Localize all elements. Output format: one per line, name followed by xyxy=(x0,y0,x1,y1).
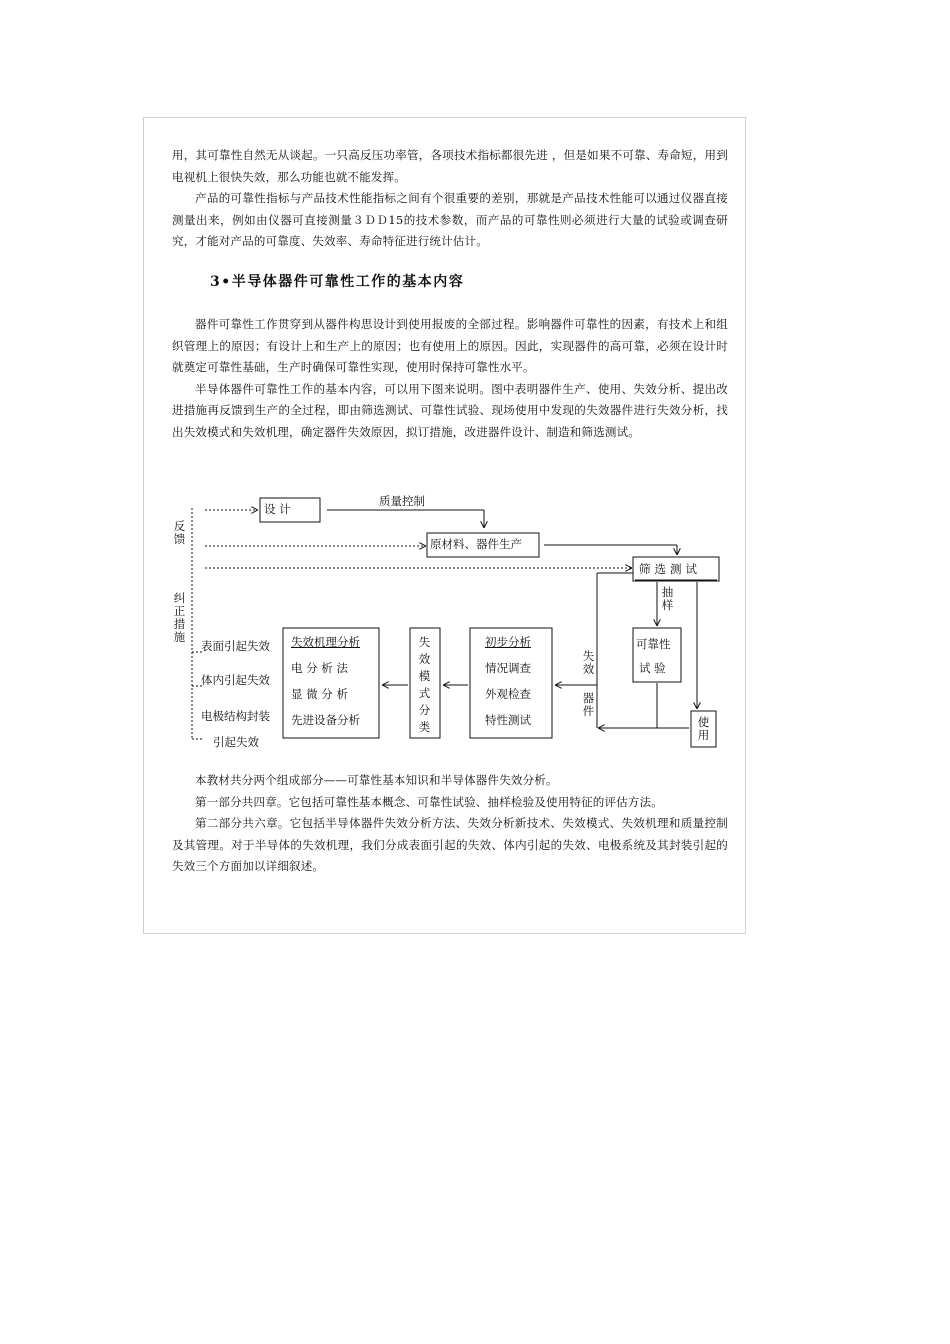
mech-item-electrical: 电 分 析 法 xyxy=(291,661,348,675)
failed-devices-label-2: 器件 xyxy=(582,691,595,718)
feedback-label: 反馈 xyxy=(173,519,186,546)
corrective-measures-label: 纠正措施 xyxy=(173,591,186,644)
top-text xyxy=(172,145,728,253)
paragraph-5: 本教材共分两个组成部分——可靠性基本知识和半导体器件失效分析。 xyxy=(195,773,558,787)
failure-mode-classification-box: 失效模式分类 xyxy=(418,635,431,734)
mech-item-microscopic: 显 微 分 析 xyxy=(291,687,348,701)
mid-text xyxy=(172,314,728,443)
preliminary-analysis-title: 初步分析 xyxy=(485,635,531,649)
bottom-text xyxy=(172,770,728,878)
paragraph-3: 器件可靠性工作贯穿到从器件构思设计到使用报废的全部过程。影响器件可靠性的因素，有技术上和组织管理上的原因；有设计上和生产上的原因；也有使用上的原因。因此，实现器件的高可靠，必须在设计时就奠定可靠性基础，生产时确保可靠性实现，使用时保持可靠性水平。 xyxy=(172,317,728,374)
paragraph-4: 半导体器件可靠性工作的基本内容，可以用下图来说明。图中表明器件生产、使用、失效分析、提出改进措施再反馈到生产的全过程，即由筛选测试、可靠性试验、现场使用中发现的失效器件进行失效分析，找出失效模式和失效机理，确定器件失效原因，拟订措施，改进器件设计、制造和筛选测试。 xyxy=(172,381,728,439)
sampling-label: 抽样 xyxy=(661,585,674,612)
design-box: 设 计 xyxy=(264,502,291,516)
document-page xyxy=(143,117,746,934)
cause-surface: 表面引起失效 xyxy=(201,639,270,653)
failed-devices-label-1: 失效 xyxy=(582,649,595,676)
mech-item-advanced: 先进设备分析 xyxy=(291,713,360,727)
paragraph-6: 第一部分共四章。它包括可靠性基本概念、可靠性试验、抽样检验及使用特征的评估方法。 xyxy=(195,794,663,809)
reliability-test-line2: 试 验 xyxy=(639,661,666,675)
cause-electrode-line1: 电极结构封装 xyxy=(201,709,270,723)
reliability-test-line1: 可靠性 xyxy=(636,637,671,651)
flow-diagram xyxy=(169,490,729,758)
mechanism-analysis-title: 失效机理分析 xyxy=(291,635,360,649)
paragraph-2: 产品的可靠性指标与产品技术性能指标之间有个很重要的差别，那就是产品技术性能可以通过仪器直接测量出来，例如由仪器可直接测量３ＤＤ15的技术参数，而产品的可靠性则必须进行大量的试验或调查研究，才能对产品的可靠度、失效率、寿命特征进行统计估计。 xyxy=(172,191,728,248)
materials-production-box: 原材料、器件生产 xyxy=(430,537,522,551)
paragraph-7: 第二部分共六章。它包括半导体器件失效分析方法、失效分析新技术、失效模式、失效机理和质量控制及其管理。对于半导体的失效机理，我们分成表面引起的失效、体内引起的失效、电极系统及其封装引起的失效三个方面加以详细叙述。 xyxy=(172,816,728,873)
section-heading: 3•半导体器件可靠性工作的基本内容 xyxy=(210,274,465,290)
cause-bulk: 体内引起失效 xyxy=(201,673,270,687)
cause-electrode-line2: 引起失效 xyxy=(213,735,259,749)
quality-control-label: 质量控制 xyxy=(379,494,425,508)
use-box: 使用 xyxy=(697,715,710,742)
prelim-item-characteristic: 特性测试 xyxy=(485,713,531,727)
paragraph-1: 用，其可靠性自然无从谈起。一只高反压功率管，各项技术指标都很先进 ，但是如果不可靠、寿命短，用到电视机上很快失效，那么功能也就不能发挥。 xyxy=(172,148,728,184)
prelim-item-survey: 情况调查 xyxy=(485,661,531,675)
prelim-item-visual: 外观检查 xyxy=(485,687,531,701)
screening-test-box: 筛选测试 xyxy=(639,562,701,576)
